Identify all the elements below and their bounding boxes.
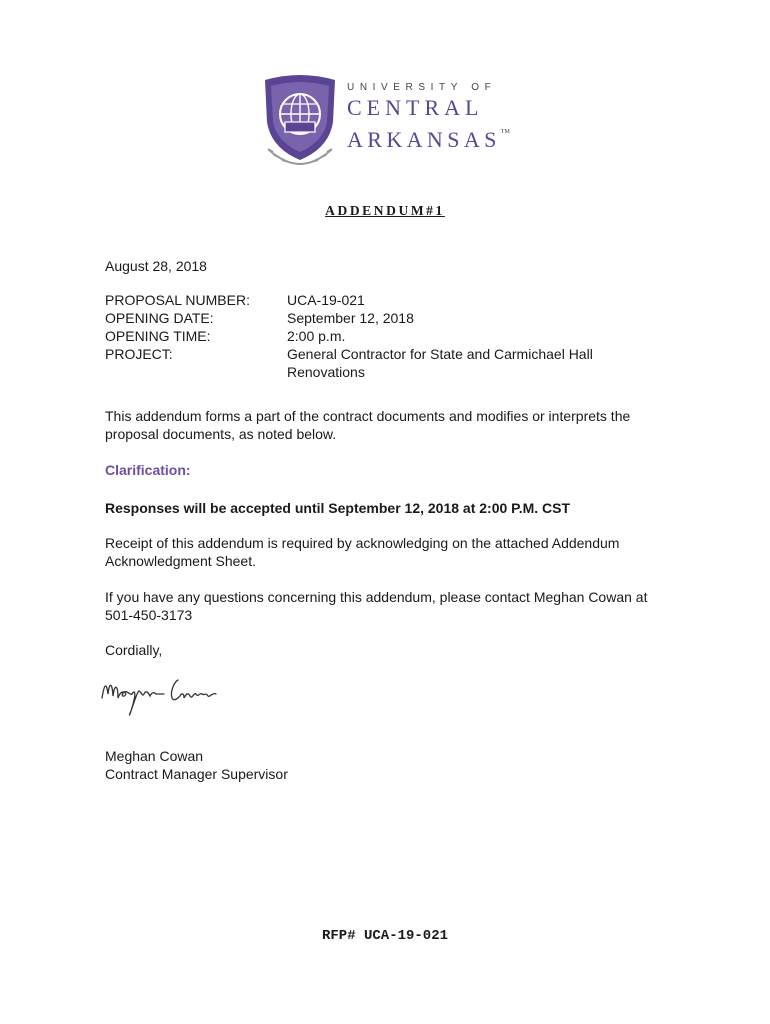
logo-line-1: UNIVERSITY OF bbox=[347, 82, 497, 93]
info-row bbox=[105, 291, 685, 309]
university-wordmark bbox=[347, 82, 517, 152]
proposal-number-value: UCA-19-021 bbox=[287, 292, 365, 308]
addendum-title: ADDENDUM#1 bbox=[325, 203, 445, 218]
project-label: PROJECT: bbox=[105, 346, 173, 362]
opening-time-label: OPENING TIME: bbox=[105, 328, 211, 344]
contact-note: If you have any questions concerning this addendum, please contact Meghan Cowan at 501-450-3173 bbox=[105, 589, 648, 623]
signer-name: Meghan Cowan bbox=[105, 748, 204, 764]
proposal-number-label: PROPOSAL NUMBER: bbox=[105, 292, 250, 308]
logo-line-2: CENTRAL bbox=[347, 95, 484, 120]
opening-time-value: 2:00 p.m. bbox=[287, 328, 346, 344]
info-row bbox=[105, 309, 685, 327]
opening-date-value: September 12, 2018 bbox=[287, 310, 414, 326]
acknowledgment-note: Receipt of this addendum is required by acknowledging on the attached Addendum Acknowledgment Sheet. bbox=[105, 535, 620, 569]
rfp-footer: RFP# UCA-19-021 bbox=[321, 928, 449, 944]
response-deadline: Responses will be accepted until September 12, 2018 at 2:00 P.M. CST bbox=[105, 500, 571, 516]
logo-line-3-text: ARKANSAS bbox=[347, 127, 501, 152]
clarification-heading: Clarification: bbox=[105, 462, 191, 478]
proposal-info bbox=[105, 291, 685, 381]
closing-salutation: Cordially, bbox=[105, 642, 163, 658]
document-date: August 28, 2018 bbox=[105, 258, 207, 274]
trademark-mark: TM bbox=[500, 129, 510, 135]
opening-date-label: OPENING DATE: bbox=[105, 310, 214, 326]
logo-line-3 bbox=[347, 120, 517, 152]
handwritten-signature bbox=[98, 664, 228, 724]
university-crest-icon bbox=[255, 72, 345, 172]
info-row bbox=[105, 327, 685, 345]
addendum-description: This addendum forms a part of the contract documents and modifies or interprets the proposal documents, as noted below. bbox=[105, 408, 631, 442]
university-logo bbox=[255, 72, 525, 172]
signer-title: Contract Manager Supervisor bbox=[105, 766, 288, 782]
info-row bbox=[105, 345, 685, 381]
project-value: General Contractor for State and Carmichael Hall Renovations bbox=[287, 346, 593, 380]
